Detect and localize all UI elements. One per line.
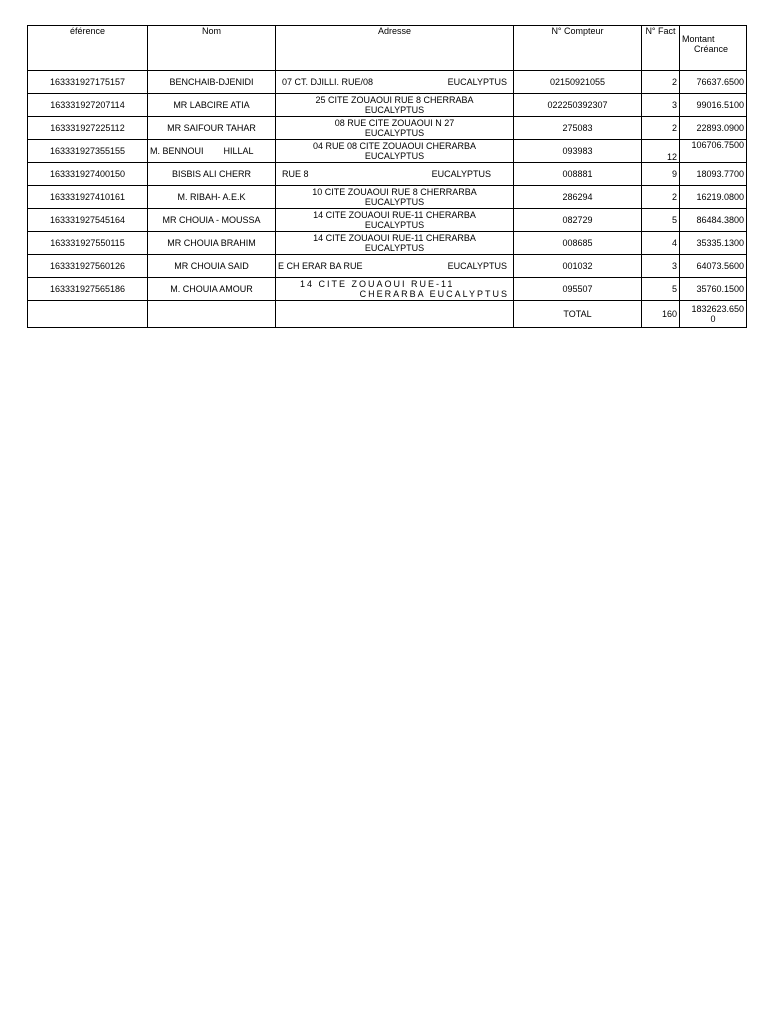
cell-adresse-line2: EUCALYPTUS [364,243,425,253]
cell-montant: 76637.6500 [680,71,747,94]
cell-reference: 163331927565186 [28,278,148,301]
cell-compteur: 286294 [514,186,642,209]
cell-adresse [276,255,514,278]
cell-nfact: 9 [642,163,680,186]
cell-montant: 99016.5100 [680,94,747,117]
invoice-sheet [27,25,746,328]
total-spacer [276,301,514,328]
cell-compteur: 095507 [514,278,642,301]
cell-adresse-line2: EUCALYPTUS [364,220,425,230]
cell-adresse-line1: RUE 8 [282,169,309,179]
cell-nfact: 3 [642,255,680,278]
cell-reference: 163331927545164 [28,209,148,232]
table-body [28,71,747,328]
header-montant [680,26,747,71]
cell-adresse-line1: 07 CT. DJILLI. RUE/08 [282,77,374,87]
cell-reference: 163331927175157 [28,71,148,94]
cell-montant: 18093.7700 [680,163,747,186]
cell-compteur: 093983 [514,140,642,163]
cell-nfact: 2 [642,71,680,94]
cell-reference: 163331927410161 [28,186,148,209]
total-label: TOTAL [514,301,642,328]
cell-adresse-line2: EUCALYPTUS [447,77,507,87]
table-row [28,209,747,232]
cell-adresse [276,186,514,209]
cell-adresse-line1: 08 RUE CITE ZOUAOUI N 27 [334,118,455,128]
cell-compteur: 022250392307 [514,94,642,117]
cell-adresse [276,163,514,186]
header-nfact: N° Fact [642,26,680,71]
table-row [28,71,747,94]
table-row [28,140,747,163]
cell-montant: 35760.1500 [680,278,747,301]
cell-adresse-line1: 14 CITE ZOUAOUI RUE-11 CHERARBA [313,210,476,220]
header-compteur: N° Compteur [514,26,642,71]
table-row [28,232,747,255]
cell-adresse [276,71,514,94]
cell-nfact: 12 [642,140,680,163]
cell-compteur: 02150921055 [514,71,642,94]
cell-adresse-line2: EUCALYPTUS [364,105,425,115]
cell-nom: M. RIBAH- A.E.K [148,186,276,209]
cell-nom: MR CHOUIA - MOUSSA [148,209,276,232]
cell-compteur: 008685 [514,232,642,255]
cell-montant: 64073.5600 [680,255,747,278]
table-row [28,186,747,209]
cell-compteur: 082729 [514,209,642,232]
cell-adresse-line1: 04 RUE 08 CITE ZOUAOUI CHERARBA [312,141,477,151]
total-spacer [28,301,148,328]
cell-adresse-line2: EUCALYPTUS [364,128,425,138]
cell-montant: 16219.0800 [680,186,747,209]
total-nfact: 160 [642,301,680,328]
cell-nom: BENCHAIB-DJENIDI [148,71,276,94]
cell-nom: M. CHOUIA AMOUR [148,278,276,301]
cell-reference: 163331927400150 [28,163,148,186]
table-row [28,255,747,278]
table-row [28,278,747,301]
header-montant-line1: Montant [682,34,715,44]
header-adresse: Adresse [276,26,514,71]
table-row [28,163,747,186]
header-row [28,26,747,71]
total-spacer [148,301,276,328]
cell-nom: MR CHOUIA SAID [148,255,276,278]
cell-adresse-line2: CHERARBA EUCALYPTUS [359,289,509,299]
cell-compteur: 001032 [514,255,642,278]
cell-compteur: 008881 [514,163,642,186]
header-montant-line2: Créance [694,44,729,54]
total-montant [680,301,747,328]
cell-adresse-line2: EUCALYPTUS [447,261,507,271]
cell-nfact: 4 [642,232,680,255]
cell-adresse [276,94,514,117]
cell-reference: 163331927550115 [28,232,148,255]
cell-montant: 22893.0900 [680,117,747,140]
cell-adresse [276,117,514,140]
cell-reference: 163331927355155 [28,140,148,163]
cell-reference: 163331927207114 [28,94,148,117]
header-nom: Nom [148,26,276,71]
table-row [28,94,747,117]
cell-nom: BISBIS ALI CHERR [148,163,276,186]
cell-adresse [276,140,514,163]
cell-reference: 163331927225112 [28,117,148,140]
cell-adresse-line2: EUCALYPTUS [364,197,425,207]
cell-adresse-line1: 14 CITE ZOUAOUI RUE-11 [300,279,455,289]
cell-nfact: 2 [642,186,680,209]
cell-adresse-line1: 25 CITE ZOUAOUI RUE 8 CHERRABA [315,95,474,105]
total-montant-line2: 0 [710,314,716,324]
cell-nom: M. BENNOUI HILLAL [148,140,276,163]
total-montant-line1: 1832623.650 [691,304,744,314]
table-header [28,26,747,71]
cell-montant: 35335.1300 [680,232,747,255]
table-row [28,117,747,140]
cell-adresse-line1: 14 CITE ZOUAOUI RUE-11 CHERARBA [313,233,476,243]
cell-adresse-line2: EUCALYPTUS [364,151,425,161]
header-reference: éférence [28,26,148,71]
cell-montant: 86484.3800 [680,209,747,232]
cell-adresse [276,209,514,232]
creance-table [27,25,747,328]
cell-adresse-line1: E CH ERAR BA RUE [278,261,363,271]
cell-compteur: 275083 [514,117,642,140]
cell-adresse-line1: 10 CITE ZOUAOUI RUE 8 CHERRARBA [312,187,477,197]
cell-nfact: 2 [642,117,680,140]
cell-nfact: 5 [642,278,680,301]
cell-nom: MR CHOUIA BRAHIM [148,232,276,255]
cell-montant: 106706.7500 [680,140,747,163]
cell-nom: MR LABCIRE ATIA [148,94,276,117]
cell-adresse [276,232,514,255]
cell-adresse [276,278,514,301]
cell-nom: MR SAIFOUR TAHAR [148,117,276,140]
cell-adresse-line2: EUCALYPTUS [431,169,491,179]
cell-nfact: 3 [642,94,680,117]
cell-reference: 163331927560126 [28,255,148,278]
total-row [28,301,747,328]
cell-nfact: 5 [642,209,680,232]
